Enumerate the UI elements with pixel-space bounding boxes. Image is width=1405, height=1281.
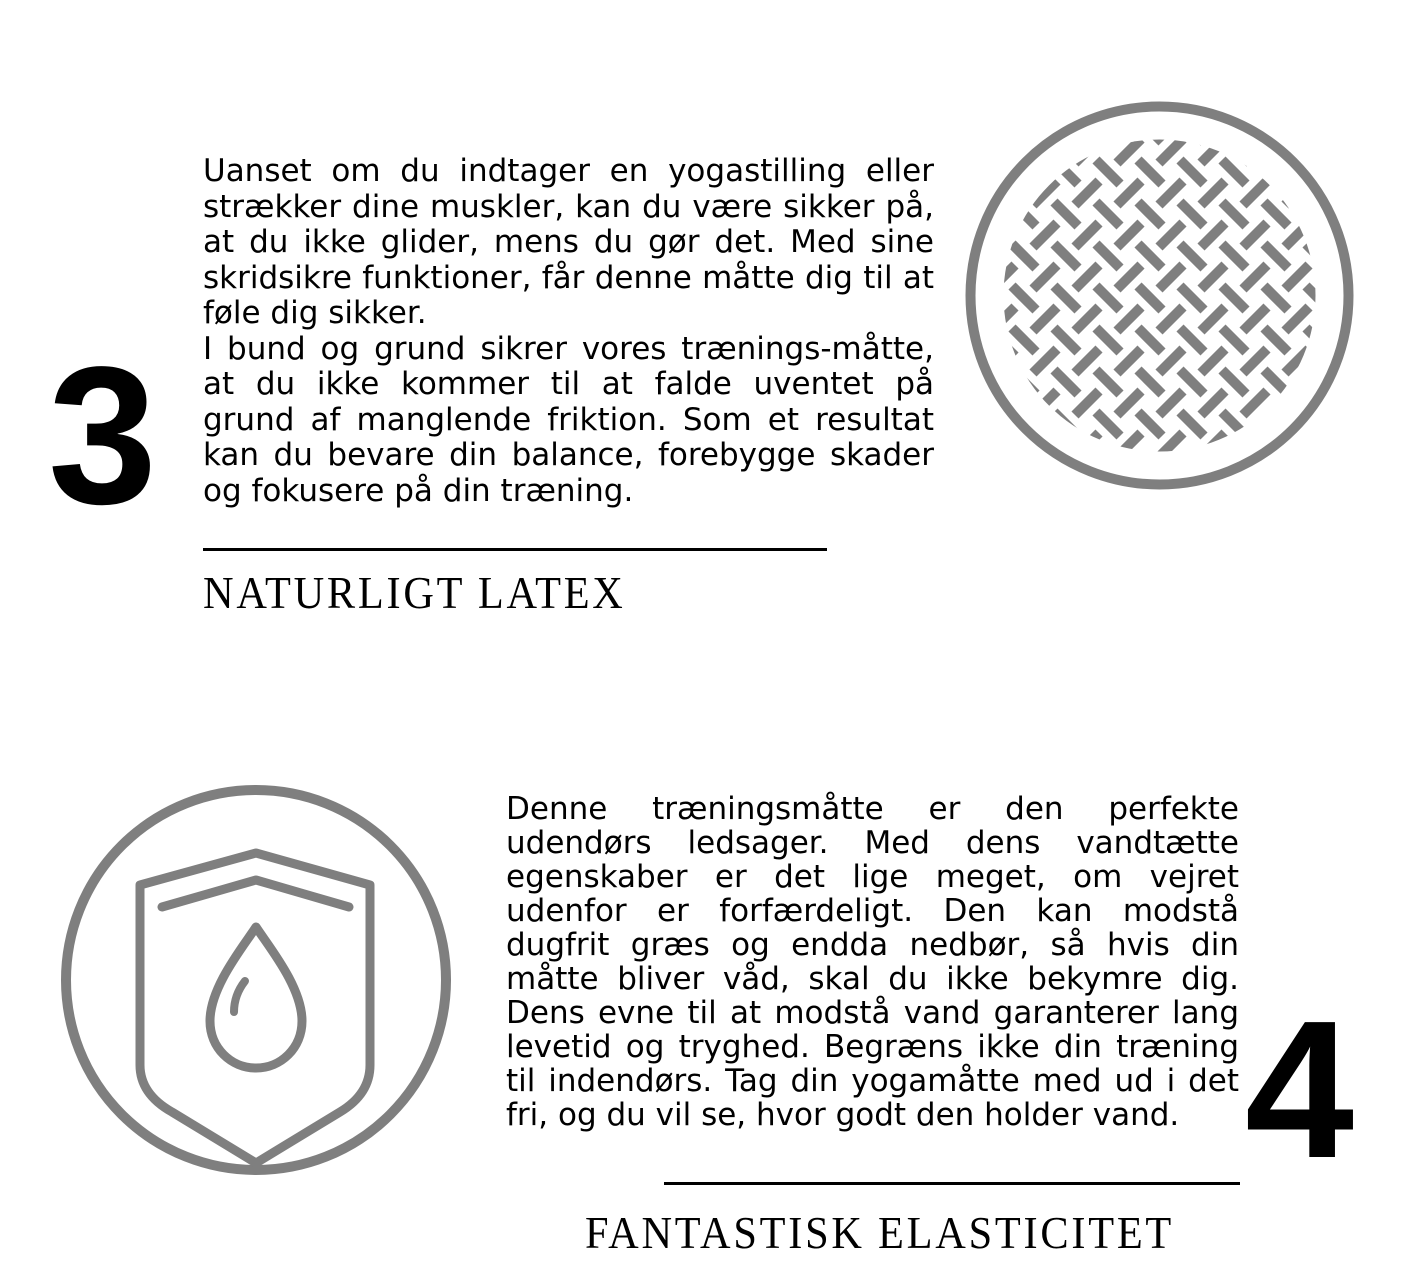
texture-dash: [1222, 160, 1246, 184]
texture-dash: [1054, 412, 1078, 436]
feature-number-4: 4: [1245, 980, 1355, 1199]
texture-dash: [991, 223, 1015, 247]
texture-dash: [1180, 98, 1204, 100]
texture-dash: [1285, 181, 1309, 205]
texture-dash: [1033, 307, 1057, 331]
texture-dash: [1180, 160, 1204, 184]
feature-3-heading: NATURLIGT LATEX: [203, 567, 626, 618]
texture-dash: [1138, 244, 1162, 268]
texture-dash: [1222, 412, 1246, 436]
texture-dash: [1264, 454, 1288, 478]
texture-dash: [1075, 223, 1099, 247]
texture-dash: [1264, 98, 1288, 100]
texture-dash: [1222, 244, 1246, 268]
texture-dash: [1327, 433, 1351, 457]
texture-dash: [1348, 118, 1357, 142]
texture-dash: [1222, 202, 1246, 226]
non-slip-texture-icon: [962, 98, 1357, 493]
texture-dash: [1264, 202, 1288, 226]
texture-dash: [1138, 454, 1162, 478]
texture-dash: [1012, 244, 1036, 268]
feature-3-paragraph-1: Uanset om du indtager en yogastilling eller strækker dine muskler, kan du være sikker på, at du ikke glider, mens du gør det. Med sine skridsikre funktioner, får denne måtte dig til at føle dig sikker.: [203, 153, 934, 331]
texture-dash: [1201, 139, 1225, 163]
feature-3-paragraph-2: I bund og grund sikrer vores trænings-måtte, at du ikke kommer til at falde uventet på grund af manglende friktion. Som et resultat kan du bevare din balance, forebygge skader og fokusere på din træning.: [203, 330, 934, 509]
feature-number-3: 3: [48, 326, 158, 545]
texture-dash: [1054, 328, 1078, 352]
texture-dash: [1096, 328, 1120, 352]
feature-4-heading: FANTASTISK ELASTICITET: [585, 1207, 1175, 1258]
texture-dash: [1348, 370, 1357, 394]
texture-dash: [1285, 475, 1309, 493]
waterproof-shield-icon: [58, 782, 454, 1178]
texture-dash: [1264, 244, 1288, 268]
texture-dash: [1138, 286, 1162, 310]
feature-4-description: [506, 792, 1239, 1132]
texture-dash: [1138, 118, 1162, 142]
texture-dash: [1159, 139, 1183, 163]
texture-dash: [1264, 370, 1288, 394]
texture-dash: [1201, 433, 1225, 457]
texture-dash: [1075, 181, 1099, 205]
texture-dash: [1012, 286, 1036, 310]
texture-dash: [1138, 98, 1162, 100]
texture-dash: [1117, 391, 1141, 415]
texture-dash: [1243, 265, 1267, 289]
texture-dash: [1012, 202, 1036, 226]
texture-dash: [1138, 328, 1162, 352]
texture-dash: [1264, 328, 1288, 352]
texture-dash: [1348, 160, 1357, 184]
texture-dash: [1222, 370, 1246, 394]
texture-dash: [1222, 286, 1246, 310]
texture-dash: [962, 223, 973, 247]
texture-dash: [1243, 98, 1267, 121]
texture-dash: [1306, 286, 1330, 310]
texture-dash: [1201, 307, 1225, 331]
texture-dash: [1096, 202, 1120, 226]
texture-dash: [1180, 202, 1204, 226]
texture-dash: [1243, 223, 1267, 247]
texture-dash: [1243, 475, 1267, 493]
texture-dash: [1285, 98, 1309, 121]
texture-dash: [1243, 307, 1267, 331]
texture-dash: [1180, 454, 1204, 478]
texture-dash: [1033, 349, 1057, 373]
texture-dash: [1033, 391, 1057, 415]
texture-dash: [1201, 223, 1225, 247]
texture-dash: [1264, 286, 1288, 310]
texture-dash: [1033, 181, 1057, 205]
texture-dash: [1096, 286, 1120, 310]
texture-dash: [1285, 307, 1309, 331]
texture-dash: [1096, 160, 1120, 184]
texture-dash: [1033, 265, 1057, 289]
texture-dash: [1054, 370, 1078, 394]
feature-3-divider: [203, 548, 827, 551]
texture-dash: [1306, 328, 1330, 352]
texture-dash: [1117, 139, 1141, 163]
texture-dash: [1159, 181, 1183, 205]
texture-dash: [1243, 181, 1267, 205]
texture-dash: [1201, 349, 1225, 373]
texture-dash: [1075, 433, 1099, 457]
texture-dash: [1180, 244, 1204, 268]
texture-dash: [1096, 412, 1120, 436]
feature-3-description: [203, 154, 934, 509]
texture-dash: [1159, 349, 1183, 373]
texture-dash: [1096, 118, 1120, 142]
texture-dash: [1201, 391, 1225, 415]
texture-dash: [1180, 412, 1204, 436]
texture-dash: [1054, 202, 1078, 226]
texture-dash: [1180, 286, 1204, 310]
texture-dash: [991, 307, 1015, 331]
feature-section-3: [0, 0, 1405, 640]
texture-dash: [962, 349, 973, 373]
texture-dash: [1306, 98, 1330, 100]
texture-dash: [1306, 244, 1330, 268]
texture-dash: [1096, 370, 1120, 394]
texture-dash: [1075, 139, 1099, 163]
texture-dash: [1075, 307, 1099, 331]
texture-dash: [1306, 118, 1330, 142]
texture-dash: [1159, 223, 1183, 247]
texture-dash: [1180, 118, 1204, 142]
texture-dash: [1327, 475, 1351, 493]
feature-4-paragraph: Denne træningsmåtte er den perfekte udendørs ledsager. Med dens vandtætte egenskaber er det lige meget, om vejret udenfor er forfærdeligt. Den kan modstå dugfrit græs og endda nedbør, så hvis din måtte bliver våd, skal du ikke bekymre dig. Dens evne til at modstå vand garanterer lang levetid og tryghed. Begræns ikke din træning til indendørs. Tag din yogamåtte med ud i det fri, og du vil se, hvor godt den holder vand.: [506, 791, 1239, 1133]
texture-dash: [1159, 265, 1183, 289]
texture-dash: [1180, 328, 1204, 352]
texture-dash: [1201, 265, 1225, 289]
texture-dash: [1327, 98, 1351, 121]
feature-4-divider: [664, 1182, 1240, 1185]
texture-dash: [1033, 223, 1057, 247]
texture-dash: [1117, 307, 1141, 331]
texture-dash: [1054, 286, 1078, 310]
texture-dash: [1117, 223, 1141, 247]
texture-dash: [1054, 160, 1078, 184]
texture-dash: [1348, 202, 1357, 226]
texture-dash: [1012, 328, 1036, 352]
texture-dash: [1285, 349, 1309, 373]
texture-dash: [1117, 181, 1141, 205]
texture-dash: [1285, 223, 1309, 247]
texture-dash: [1096, 244, 1120, 268]
texture-dash: [1243, 391, 1267, 415]
texture-dash: [1201, 181, 1225, 205]
texture-dash: [1075, 391, 1099, 415]
texture-dash: [1075, 349, 1099, 373]
texture-dash: [1306, 454, 1330, 478]
feature-section-4: [0, 640, 1405, 1281]
texture-dash: [1348, 454, 1357, 478]
texture-dash: [1117, 433, 1141, 457]
texture-dash: [1327, 139, 1351, 163]
texture-dash: [1138, 160, 1162, 184]
texture-dash: [1096, 98, 1120, 100]
texture-dash: [1138, 202, 1162, 226]
texture-dash: [1117, 265, 1141, 289]
texture-dash: [1054, 244, 1078, 268]
texture-dash: [1075, 265, 1099, 289]
texture-dash: [1159, 433, 1183, 457]
texture-dash: [1285, 265, 1309, 289]
texture-dash: [1117, 349, 1141, 373]
texture-dash: [1327, 181, 1351, 205]
texture-dash: [1180, 370, 1204, 394]
texture-dash: [1012, 370, 1036, 394]
texture-dash: [1159, 391, 1183, 415]
texture-dash: [991, 265, 1015, 289]
texture-dash: [1243, 349, 1267, 373]
texture-dash: [1222, 328, 1246, 352]
texture-dash: [1264, 160, 1288, 184]
texture-dash: [1138, 412, 1162, 436]
texture-dash: [1222, 98, 1246, 100]
texture-dash: [1348, 412, 1357, 436]
texture-dash: [1327, 391, 1351, 415]
texture-dash: [1138, 370, 1162, 394]
texture-dash: [1159, 307, 1183, 331]
texture-dash: [991, 349, 1015, 373]
